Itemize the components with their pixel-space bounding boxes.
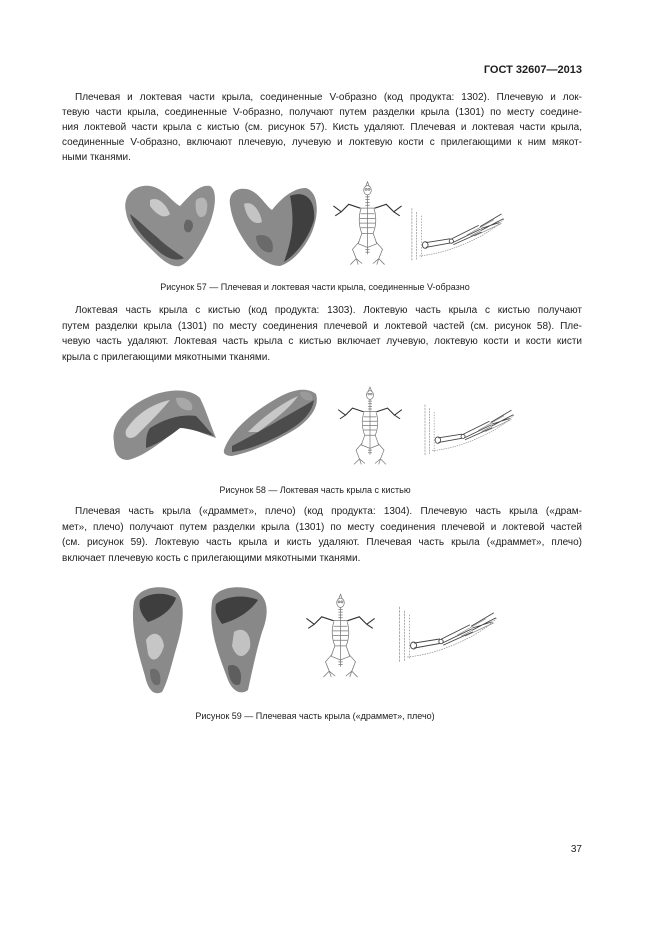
paragraph-line: чевую часть удаляют. Локтевая часть крыла с кистью включает лучевую, локтевую кости и кости кисти [62, 336, 582, 347]
figure-58-skeleton-diagram [339, 387, 402, 464]
page-number: 37 [570, 844, 582, 855]
figure-58-photo-2 [224, 390, 317, 456]
figure-58-photo-1 [113, 391, 216, 460]
paragraph-line: крыла с прилегающими мякотными тканями. [62, 351, 271, 363]
figure-59-photo-2 [211, 587, 266, 692]
paragraph-line: мет», плечо) получают путем разделки крыла (1301) по месту соединения плечевой и локтевой частей [62, 521, 582, 533]
paragraph-line: путем разделки крыла (1301) по месту соединения плечевой и локтевой частей (см. рисунок 58). Пле- [62, 320, 582, 332]
paragraph-1302 [62, 90, 582, 165]
figure-58 [113, 387, 513, 464]
paragraph-line: (см. рисунок 59). Локтевую часть крыла и кисть удаляют. Плечевая часть крыла («драммет», плечо) [62, 537, 582, 548]
paragraph-line: ными тканями. [62, 152, 131, 163]
paragraph-line: тевую части крыла, соединенные V-образно, получают путем разделки крыла (1301) по месту соедине- [62, 107, 582, 118]
figure-59-photo-1 [133, 587, 183, 693]
figure-57-photo-1 [125, 186, 215, 266]
figure-59 [133, 587, 497, 693]
figure-58-wing-bones-diagram [425, 405, 514, 456]
paragraph-line: соединенные V-образно, включают плечевую, лучевую и локтевую кости с прилегающими к ним мякот- [62, 137, 582, 148]
figure-57-wing-bones-diagram [412, 208, 504, 261]
figure-57-skeleton-diagram [334, 182, 402, 265]
paragraph-1304 [62, 504, 582, 566]
paragraph-line: Плечевая и локтевая части крыла, соединенные V-образно (код продукта: 1302). Плечевую и лок- [75, 92, 582, 103]
figure-caption: Рисунок 59 — Плечевая часть крыла («драммет», плечо) [195, 711, 435, 721]
paragraph-line: включает плечевую кость с прилегающими мякотными тканями. [62, 552, 361, 564]
figure-59-wing-bones-diagram [400, 607, 497, 663]
figure-caption: Рисунок 58 — Локтевая часть крыла с кистью [219, 485, 411, 495]
paragraph-line: Плечевая часть крыла («драммет», плечо) (код продукта: 1304). Плечевую часть крыла («драм- [75, 506, 582, 517]
figure-caption: Рисунок 57 — Плечевая и локтевая части крыла, соединенные V-образно [160, 282, 470, 292]
paragraph-line: Локтевая часть крыла с кистью (код продукта: 1303). Локтевую часть крыла с кистью получают [75, 305, 582, 316]
figure-59-skeleton-diagram [307, 594, 375, 677]
standard-number: ГОСТ 32607—2013 [483, 64, 582, 76]
paragraph-line: ния локтевой части крыла с кистью (см. рисунок 57). Кисть удаляют. Плечевая и локтевая части крыла, [62, 122, 582, 133]
figure-57 [125, 182, 504, 266]
figure-57-photo-2 [230, 188, 317, 266]
paragraph-1303 [62, 303, 582, 365]
